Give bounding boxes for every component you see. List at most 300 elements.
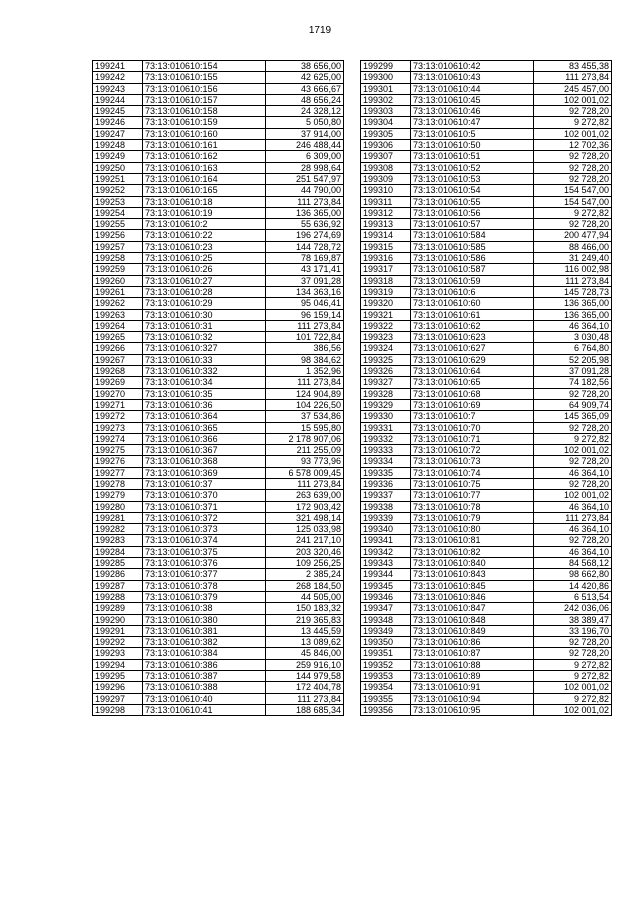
cadastral-number-cell: 73:13:010610:73: [411, 456, 534, 467]
cadastral-value-cell: 6 578 009,45: [266, 467, 344, 478]
cadastral-number-cell: 73:13:010610:366: [143, 433, 266, 444]
table-row: [93, 682, 344, 693]
table-row: [93, 106, 344, 117]
cadastral-number-cell: 73:13:010610:157: [143, 94, 266, 105]
cadastral-value-cell: 83 455,38: [534, 61, 612, 72]
cadastral-number-cell: 73:13:010610:158: [143, 106, 266, 117]
record-number-cell: 199332: [361, 433, 411, 444]
cadastral-value-cell: 46 364,10: [534, 524, 612, 535]
record-number-cell: 199319: [361, 286, 411, 297]
record-number-cell: 199337: [361, 490, 411, 501]
cadastral-value-cell: 102 001,02: [534, 445, 612, 456]
cadastral-number-cell: 73:13:010610:155: [143, 72, 266, 83]
cadastral-number-cell: 73:13:010610:374: [143, 535, 266, 546]
table-row: [361, 682, 612, 693]
table-row: [361, 422, 612, 433]
table-row: [93, 580, 344, 591]
cadastral-number-cell: 73:13:010610:159: [143, 117, 266, 128]
cadastral-value-cell: 111 273,84: [266, 196, 344, 207]
record-number-cell: 199342: [361, 546, 411, 557]
table-row: [361, 569, 612, 580]
record-number-cell: 199267: [93, 354, 143, 365]
cadastral-number-cell: 73:13:010610:627: [411, 343, 534, 354]
cadastral-value-cell: 116 002,98: [534, 264, 612, 275]
record-number-cell: 199254: [93, 207, 143, 218]
record-number-cell: 199244: [93, 94, 143, 105]
record-number-cell: 199290: [93, 614, 143, 625]
cadastral-number-cell: 73:13:010610:28: [143, 286, 266, 297]
record-number-cell: 199306: [361, 140, 411, 151]
record-number-cell: 199348: [361, 614, 411, 625]
table-row: [361, 366, 612, 377]
record-number-cell: 199241: [93, 61, 143, 72]
cadastral-value-cell: 1 352,96: [266, 366, 344, 377]
cadastral-number-cell: 73:13:010610:35: [143, 388, 266, 399]
cadastral-value-cell: 92 728,20: [534, 388, 612, 399]
cadastral-number-cell: 73:13:010610:160: [143, 128, 266, 139]
cadastral-number-cell: 73:13:010610:379: [143, 591, 266, 602]
record-number-cell: 199326: [361, 366, 411, 377]
table-row: [361, 648, 612, 659]
record-number-cell: 199249: [93, 151, 143, 162]
cadastral-value-cell: 102 001,02: [534, 94, 612, 105]
cadastral-value-cell: 9 272,82: [534, 693, 612, 704]
cadastral-number-cell: 73:13:010610:74: [411, 467, 534, 478]
table-row: [93, 558, 344, 569]
cadastral-number-cell: 73:13:010610:78: [411, 501, 534, 512]
cadastral-value-cell: 251 547,97: [266, 173, 344, 184]
cadastral-value-cell: 246 488,44: [266, 140, 344, 151]
record-number-cell: 199299: [361, 61, 411, 72]
table-row: [93, 546, 344, 557]
cadastral-value-cell: 37 914,00: [266, 128, 344, 139]
cadastral-value-cell: 98 662,80: [534, 569, 612, 580]
cadastral-value-cell: 44 790,00: [266, 185, 344, 196]
cadastral-number-cell: 73:13:010610:378: [143, 580, 266, 591]
record-number-cell: 199252: [93, 185, 143, 196]
cadastral-value-cell: 145 365,09: [534, 411, 612, 422]
cadastral-number-cell: 73:13:010610:373: [143, 524, 266, 535]
cadastral-number-cell: 73:13:010610:2: [143, 219, 266, 230]
table-row: [361, 490, 612, 501]
record-number-cell: 199271: [93, 399, 143, 410]
cadastral-number-cell: 73:13:010610:43: [411, 72, 534, 83]
cadastral-value-cell: 268 184,50: [266, 580, 344, 591]
cadastral-number-cell: 73:13:010610:18: [143, 196, 266, 207]
cadastral-number-cell: 73:13:010610:161: [143, 140, 266, 151]
cadastral-value-cell: 6 309,00: [266, 151, 344, 162]
cadastral-value-cell: 245 457,00: [534, 83, 612, 94]
record-number-cell: 199340: [361, 524, 411, 535]
table-row: [93, 704, 344, 715]
cadastral-number-cell: 73:13:010610:845: [411, 580, 534, 591]
record-number-cell: 199352: [361, 659, 411, 670]
record-number-cell: 199320: [361, 298, 411, 309]
cadastral-number-cell: 73:13:010610:30: [143, 309, 266, 320]
table-row: [361, 625, 612, 636]
table-row: [361, 332, 612, 343]
cadastral-value-cell: 98 384,62: [266, 354, 344, 365]
table-row: [361, 173, 612, 184]
table-row: [361, 309, 612, 320]
record-number-cell: 199279: [93, 490, 143, 501]
cadastral-number-cell: 73:13:010610:382: [143, 637, 266, 648]
cadastral-number-cell: 73:13:010610:364: [143, 411, 266, 422]
ledger-table-left: [92, 60, 344, 716]
record-number-cell: 199293: [93, 648, 143, 659]
table-row: [93, 637, 344, 648]
cadastral-number-cell: 73:13:010610:72: [411, 445, 534, 456]
table-row: [93, 332, 344, 343]
record-number-cell: 199284: [93, 546, 143, 557]
cadastral-number-cell: 73:13:010610:29: [143, 298, 266, 309]
cadastral-value-cell: 92 728,20: [534, 151, 612, 162]
table-row: [93, 467, 344, 478]
cadastral-number-cell: 73:13:010610:387: [143, 671, 266, 682]
table-row: [361, 162, 612, 173]
table-row: [93, 196, 344, 207]
cadastral-number-cell: 73:13:010610:53: [411, 173, 534, 184]
cadastral-number-cell: 73:13:010610:376: [143, 558, 266, 569]
cadastral-value-cell: 111 273,84: [266, 693, 344, 704]
table-row: [361, 399, 612, 410]
record-number-cell: 199338: [361, 501, 411, 512]
cadastral-number-cell: 73:13:010610:156: [143, 83, 266, 94]
record-number-cell: 199330: [361, 411, 411, 422]
table-row: [361, 241, 612, 252]
record-number-cell: 199329: [361, 399, 411, 410]
record-number-cell: 199301: [361, 83, 411, 94]
table-row: [93, 411, 344, 422]
cadastral-value-cell: 101 722,84: [266, 332, 344, 343]
cadastral-value-cell: 102 001,02: [534, 490, 612, 501]
record-number-cell: 199339: [361, 512, 411, 523]
record-number-cell: 199281: [93, 512, 143, 523]
cadastral-number-cell: 73:13:010610:368: [143, 456, 266, 467]
cadastral-number-cell: 73:13:010610:163: [143, 162, 266, 173]
table-row: [93, 671, 344, 682]
cadastral-value-cell: 111 273,84: [266, 320, 344, 331]
table-row: [361, 83, 612, 94]
cadastral-value-cell: 92 728,20: [534, 478, 612, 489]
table-row: [361, 445, 612, 456]
record-number-cell: 199260: [93, 275, 143, 286]
cadastral-value-cell: 111 273,84: [534, 275, 612, 286]
cadastral-value-cell: 9 272,82: [534, 207, 612, 218]
table-row: [93, 524, 344, 535]
cadastral-number-cell: 73:13:010610:51: [411, 151, 534, 162]
cadastral-number-cell: 73:13:010610:77: [411, 490, 534, 501]
table-row: [93, 512, 344, 523]
record-number-cell: 199257: [93, 241, 143, 252]
record-number-cell: 199318: [361, 275, 411, 286]
record-number-cell: 199243: [93, 83, 143, 94]
cadastral-number-cell: 73:13:010610:42: [411, 61, 534, 72]
record-number-cell: 199310: [361, 185, 411, 196]
cadastral-value-cell: 74 182,56: [534, 377, 612, 388]
table-row: [93, 140, 344, 151]
record-number-cell: 199289: [93, 603, 143, 614]
cadastral-value-cell: 154 547,00: [534, 196, 612, 207]
cadastral-number-cell: 73:13:010610:44: [411, 83, 534, 94]
cadastral-number-cell: 73:13:010610:19: [143, 207, 266, 218]
table-row: [93, 422, 344, 433]
cadastral-number-cell: 73:13:010610:91: [411, 682, 534, 693]
table-row: [93, 399, 344, 410]
record-number-cell: 199272: [93, 411, 143, 422]
cadastral-value-cell: 92 728,20: [534, 535, 612, 546]
cadastral-number-cell: 73:13:010610:86: [411, 637, 534, 648]
cadastral-value-cell: 96 159,14: [266, 309, 344, 320]
cadastral-value-cell: 84 568,12: [534, 558, 612, 569]
table-row: [361, 117, 612, 128]
cadastral-value-cell: 136 365,00: [534, 309, 612, 320]
table-row: [93, 309, 344, 320]
table-row: [93, 501, 344, 512]
table-row: [93, 275, 344, 286]
record-number-cell: 199307: [361, 151, 411, 162]
record-number-cell: 199295: [93, 671, 143, 682]
cadastral-value-cell: 259 916,10: [266, 659, 344, 670]
record-number-cell: 199270: [93, 388, 143, 399]
record-number-cell: 199282: [93, 524, 143, 535]
cadastral-value-cell: 42 625,00: [266, 72, 344, 83]
record-number-cell: 199349: [361, 625, 411, 636]
cadastral-number-cell: 73:13:010610:369: [143, 467, 266, 478]
cadastral-number-cell: 73:13:010610:384: [143, 648, 266, 659]
cadastral-number-cell: 73:13:010610:587: [411, 264, 534, 275]
table-row: [93, 128, 344, 139]
table-row: [361, 354, 612, 365]
cadastral-value-cell: 92 728,20: [534, 456, 612, 467]
cadastral-number-cell: 73:13:010610:59: [411, 275, 534, 286]
cadastral-number-cell: 73:13:010610:375: [143, 546, 266, 557]
record-number-cell: 199344: [361, 569, 411, 580]
ledger-table-right: [360, 60, 612, 716]
cadastral-value-cell: 2 178 907,06: [266, 433, 344, 444]
cadastral-number-cell: 73:13:010610:164: [143, 173, 266, 184]
cadastral-value-cell: 33 196,70: [534, 625, 612, 636]
cadastral-number-cell: 73:13:010610:88: [411, 659, 534, 670]
table-row: [93, 445, 344, 456]
record-number-cell: 199346: [361, 591, 411, 602]
cadastral-number-cell: 73:13:010610:94: [411, 693, 534, 704]
record-number-cell: 199258: [93, 253, 143, 264]
table-row: [361, 207, 612, 218]
cadastral-value-cell: 43 171,41: [266, 264, 344, 275]
record-number-cell: 199322: [361, 320, 411, 331]
record-number-cell: 199304: [361, 117, 411, 128]
record-number-cell: 199314: [361, 230, 411, 241]
table-row: [361, 343, 612, 354]
cadastral-value-cell: 9 272,82: [534, 659, 612, 670]
cadastral-value-cell: 13 089,62: [266, 637, 344, 648]
table-row: [361, 388, 612, 399]
record-number-cell: 199273: [93, 422, 143, 433]
cadastral-number-cell: 73:13:010610:25: [143, 253, 266, 264]
cadastral-value-cell: 321 498,14: [266, 512, 344, 523]
cadastral-number-cell: 73:13:010610:82: [411, 546, 534, 557]
record-number-cell: 199303: [361, 106, 411, 117]
cadastral-value-cell: 111 273,84: [534, 512, 612, 523]
record-number-cell: 199317: [361, 264, 411, 275]
cadastral-value-cell: 46 364,10: [534, 501, 612, 512]
table-row: [361, 478, 612, 489]
cadastral-number-cell: 73:13:010610:380: [143, 614, 266, 625]
cadastral-value-cell: 219 365,83: [266, 614, 344, 625]
table-row: [93, 219, 344, 230]
table-row: [93, 478, 344, 489]
record-number-cell: 199316: [361, 253, 411, 264]
table-row: [93, 535, 344, 546]
cadastral-number-cell: 73:13:010610:388: [143, 682, 266, 693]
cadastral-number-cell: 73:13:010610:377: [143, 569, 266, 580]
cadastral-number-cell: 73:13:010610:45: [411, 94, 534, 105]
table-row: [361, 72, 612, 83]
cadastral-number-cell: 73:13:010610:52: [411, 162, 534, 173]
cadastral-number-cell: 73:13:010610:371: [143, 501, 266, 512]
record-number-cell: 199355: [361, 693, 411, 704]
table-row: [93, 388, 344, 399]
record-number-cell: 199356: [361, 704, 411, 715]
table-row: [93, 298, 344, 309]
record-number-cell: 199305: [361, 128, 411, 139]
cadastral-value-cell: 144 728,72: [266, 241, 344, 252]
record-number-cell: 199269: [93, 377, 143, 388]
record-number-cell: 199263: [93, 309, 143, 320]
cadastral-value-cell: 188 685,34: [266, 704, 344, 715]
table-row: [361, 219, 612, 230]
cadastral-number-cell: 73:13:010610:849: [411, 625, 534, 636]
cadastral-value-cell: 92 728,20: [534, 162, 612, 173]
record-number-cell: 199248: [93, 140, 143, 151]
table-row: [93, 286, 344, 297]
table-row: [361, 411, 612, 422]
cadastral-number-cell: 73:13:010610:41: [143, 704, 266, 715]
cadastral-value-cell: 31 249,40: [534, 253, 612, 264]
record-number-cell: 199262: [93, 298, 143, 309]
cadastral-number-cell: 73:13:010610:154: [143, 61, 266, 72]
table-row: [93, 603, 344, 614]
cadastral-number-cell: 73:13:010610:65: [411, 377, 534, 388]
cadastral-number-cell: 73:13:010610:370: [143, 490, 266, 501]
cadastral-value-cell: 38 389,47: [534, 614, 612, 625]
cadastral-number-cell: 73:13:010610:81: [411, 535, 534, 546]
table-row: [361, 196, 612, 207]
table-row: [93, 253, 344, 264]
record-number-cell: 199291: [93, 625, 143, 636]
table-row: [93, 151, 344, 162]
cadastral-value-cell: 203 320,46: [266, 546, 344, 557]
cadastral-value-cell: 263 639,00: [266, 490, 344, 501]
record-number-cell: 199294: [93, 659, 143, 670]
table-row: [361, 320, 612, 331]
table-row: [361, 671, 612, 682]
table-row: [361, 591, 612, 602]
table-row: [361, 637, 612, 648]
cadastral-value-cell: 111 273,84: [266, 478, 344, 489]
table-row: [93, 354, 344, 365]
cadastral-value-cell: 102 001,02: [534, 128, 612, 139]
cadastral-number-cell: 73:13:010610:62: [411, 320, 534, 331]
table-row: [93, 366, 344, 377]
table-row: [93, 83, 344, 94]
record-number-cell: 199313: [361, 219, 411, 230]
record-number-cell: 199351: [361, 648, 411, 659]
cadastral-value-cell: 172 903,42: [266, 501, 344, 512]
table-row: [361, 61, 612, 72]
table-row: [361, 603, 612, 614]
record-number-cell: 199247: [93, 128, 143, 139]
table-row: [361, 264, 612, 275]
cadastral-number-cell: 73:13:010610:70: [411, 422, 534, 433]
cadastral-number-cell: 73:13:010610:68: [411, 388, 534, 399]
cadastral-value-cell: 14 420,86: [534, 580, 612, 591]
cadastral-value-cell: 242 036,06: [534, 603, 612, 614]
ledger-body-left: [93, 61, 344, 716]
cadastral-number-cell: 73:13:010610:7: [411, 411, 534, 422]
record-number-cell: 199296: [93, 682, 143, 693]
cadastral-value-cell: 111 273,84: [534, 72, 612, 83]
cadastral-number-cell: 73:13:010610:31: [143, 320, 266, 331]
table-row: [93, 94, 344, 105]
record-number-cell: 199245: [93, 106, 143, 117]
table-row: [361, 151, 612, 162]
table-row: [361, 377, 612, 388]
table-row: [93, 72, 344, 83]
record-number-cell: 199259: [93, 264, 143, 275]
cadastral-value-cell: 55 636,92: [266, 219, 344, 230]
cadastral-value-cell: 52 205,98: [534, 354, 612, 365]
record-number-cell: 199250: [93, 162, 143, 173]
cadastral-number-cell: 73:13:010610:327: [143, 343, 266, 354]
cadastral-number-cell: 73:13:010610:37: [143, 478, 266, 489]
cadastral-value-cell: 92 728,20: [534, 219, 612, 230]
record-number-cell: 199278: [93, 478, 143, 489]
table-row: [361, 512, 612, 523]
record-number-cell: 199311: [361, 196, 411, 207]
record-number-cell: 199246: [93, 117, 143, 128]
table-row: [361, 704, 612, 715]
cadastral-value-cell: 92 728,20: [534, 637, 612, 648]
cadastral-value-cell: 45 846,00: [266, 648, 344, 659]
record-number-cell: 199325: [361, 354, 411, 365]
table-row: [93, 648, 344, 659]
cadastral-value-cell: 136 365,00: [266, 207, 344, 218]
cadastral-value-cell: 13 445,59: [266, 625, 344, 636]
record-number-cell: 199347: [361, 603, 411, 614]
cadastral-value-cell: 211 255,09: [266, 445, 344, 456]
cadastral-number-cell: 73:13:010610:40: [143, 693, 266, 704]
cadastral-number-cell: 73:13:010610:372: [143, 512, 266, 523]
record-number-cell: 199264: [93, 320, 143, 331]
record-number-cell: 199285: [93, 558, 143, 569]
cadastral-value-cell: 125 033,98: [266, 524, 344, 535]
record-number-cell: 199292: [93, 637, 143, 648]
cadastral-value-cell: 386,56: [266, 343, 344, 354]
record-number-cell: 199336: [361, 478, 411, 489]
cadastral-value-cell: 92 728,20: [534, 422, 612, 433]
cadastral-number-cell: 73:13:010610:846: [411, 591, 534, 602]
cadastral-value-cell: 93 773,96: [266, 456, 344, 467]
cadastral-value-cell: 24 328,12: [266, 106, 344, 117]
cadastral-number-cell: 73:13:010610:47: [411, 117, 534, 128]
cadastral-number-cell: 73:13:010610:80: [411, 524, 534, 535]
cadastral-value-cell: 38 656,00: [266, 61, 344, 72]
table-row: [361, 693, 612, 704]
cadastral-number-cell: 73:13:010610:367: [143, 445, 266, 456]
table-row: [93, 659, 344, 670]
